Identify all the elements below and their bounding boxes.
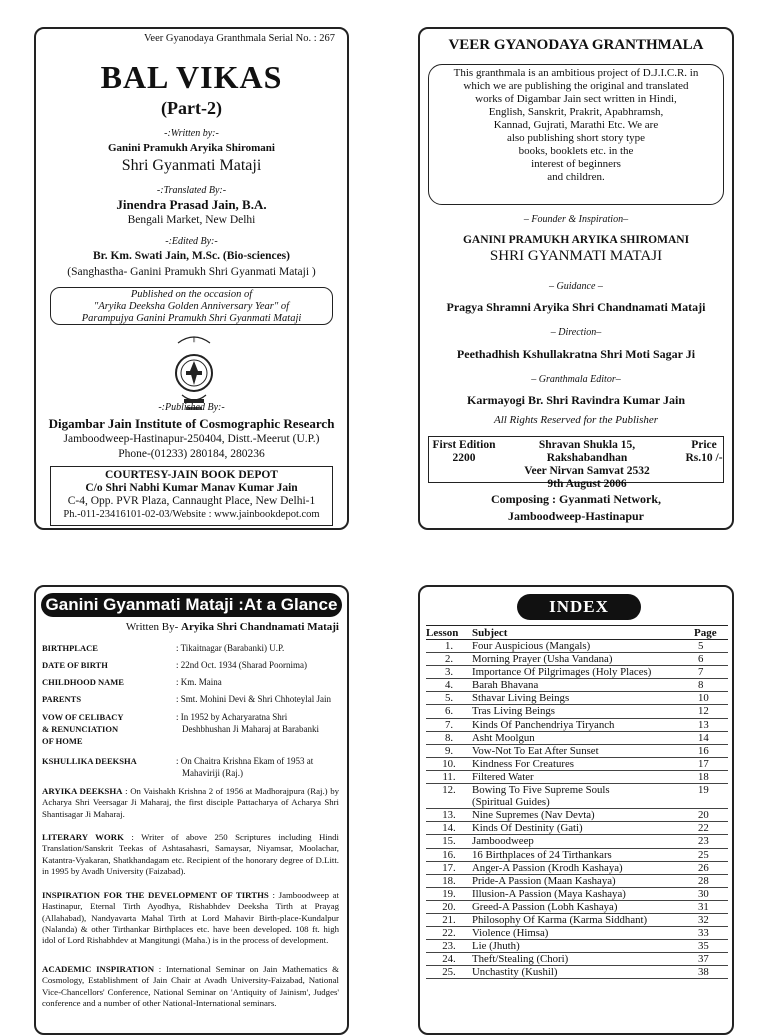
index-subject: [472, 809, 686, 822]
index-page-number: 38: [686, 966, 728, 979]
granthmala-panel: [418, 27, 734, 530]
edition-info: [431, 439, 497, 465]
tirth-text: : Jamboodweep at Hastinapur, Eternal Tirth Ayodhya, Rishabhdev Deeksha Tirth at Prayag (Allahabad), Nandyavarta Mahal Tirth at Lord Mahavir Birth-place-Kundalpur (Nalanda) & other Tirthankar Birthplaces etc. have been developed. 108 ft. high idol of Lord Rishabhdev at Mangitungi (Maha.) is in the process of development.: [42, 890, 339, 946]
rights-notice: All Rights Reserved for the Publisher: [493, 414, 659, 426]
index-row: [426, 835, 728, 848]
index-page-number: 33: [686, 927, 728, 940]
index-page-number: 28: [686, 874, 728, 887]
vow-key-line: VOW OF CELIBACY: [42, 712, 124, 722]
index-row: [426, 887, 728, 900]
index-page-number: 30: [686, 887, 728, 900]
index-page-number: 10: [686, 692, 728, 705]
index-page-number: 26: [686, 861, 728, 874]
composing-line-2: Jamboodweep-Hastinapur: [507, 509, 644, 523]
index-page-number: 35: [686, 940, 728, 953]
index-subject-text: Kinds Of Panchendriya Tiryanch: [472, 718, 615, 731]
index-lesson-number: 19.: [426, 887, 472, 900]
index-subject: [472, 679, 686, 692]
edition-box: [428, 436, 724, 490]
index-lesson-number: 10.: [426, 757, 472, 770]
index-lesson-number: 4.: [426, 679, 472, 692]
editor-label: – Granthmala Editor–: [531, 374, 621, 385]
index-lesson-number: 13.: [426, 809, 472, 822]
index-subject-text: (Spiritual Guides): [472, 796, 550, 809]
index-subject: [472, 666, 686, 679]
edition-price: [679, 439, 729, 465]
index-title: INDEX: [517, 594, 641, 620]
index-subject: [472, 692, 686, 705]
index-page-number: 7: [686, 666, 728, 679]
index-subject-text: Kindness For Creatures: [472, 757, 574, 770]
fact-key: CHILDHOOD NAME: [42, 677, 124, 687]
occasion-line-2: "Aryika Deeksha Golden Anniversary Year" of: [93, 301, 290, 312]
about-line: Kannad, Gujrati, Marathi Etc. We are: [493, 119, 659, 131]
about-line: books, booklets etc. in the: [518, 145, 634, 157]
index-subject: [472, 966, 686, 979]
date-line-3: 9th August 2006: [547, 478, 627, 490]
svg-text:||: ||: [192, 337, 196, 343]
index-subject: [472, 900, 686, 913]
index-page-number: 6: [686, 653, 728, 666]
guidance-label: – Guidance –: [549, 281, 603, 292]
index-page-number: 8: [686, 679, 728, 692]
index-subject-text: Illusion-A Passion (Maya Kashaya): [472, 887, 626, 900]
direction-label: – Direction–: [550, 327, 602, 338]
courtesy-line-2: C/o Shri Nabhi Kumar Manav Kumar Jain: [85, 482, 298, 494]
index-subject-text: Unchastity (Kushil): [472, 966, 558, 979]
tirth-paragraph: [42, 890, 339, 946]
index-row: [426, 784, 728, 809]
fact-key: DATE OF BIRTH: [42, 660, 108, 670]
index-page-number: 12: [686, 705, 728, 718]
granthmala-header: VEER GYANODAYA GRANTHMALA: [448, 37, 704, 53]
index-subject-text: Tras Living Beings: [472, 705, 555, 718]
publisher-name: Digambar Jain Institute of Cosmographic Research: [48, 416, 335, 431]
index-subject-text: Four Auspicious (Mangals): [472, 640, 591, 652]
about-line: This granthmala is an ambitious project of D.J.I.C.R. in: [453, 67, 699, 79]
occasion-line-1: Published on the occasion of: [130, 289, 253, 300]
index-subject: [472, 653, 686, 666]
index-subject: [472, 731, 686, 744]
about-line: interest of beginners: [531, 158, 621, 170]
edition-date: [499, 439, 675, 491]
written-by-label: -:Written by:-: [164, 128, 219, 139]
translator-place: Bengali Market, New Delhi: [127, 214, 256, 226]
index-lesson-number: 24.: [426, 953, 472, 966]
index-page-number: 37: [686, 953, 728, 966]
index-subject-text: Importance Of Pilgrimages (Holy Places): [472, 666, 652, 679]
fact-value: : 22nd Oct. 1934 (Sharad Poornima): [176, 660, 307, 670]
about-line: also publishing short story type: [506, 132, 646, 144]
index-subject: [472, 913, 686, 926]
index-subject-text: Filtered Water: [472, 770, 534, 783]
index-row: [426, 822, 728, 835]
index-page-number: 22: [686, 822, 728, 835]
academic-paragraph: [42, 964, 339, 1009]
vow-key: [42, 711, 172, 747]
index-lesson-number: 7.: [426, 718, 472, 731]
founder-label: – Founder & Inspiration–: [523, 214, 629, 225]
index-row: [426, 900, 728, 913]
edition-label: First Edition: [432, 439, 496, 451]
courtesy-line-3: C-4, Opp. PVR Plaza, Cannaught Place, New Delhi-1: [67, 495, 316, 507]
index-page-number: 31: [686, 900, 728, 913]
about-line: English, Sanskrit, Prakrit, Apabhramsh,: [488, 106, 664, 118]
index-page-number: 17: [686, 757, 728, 770]
index-row: [426, 692, 728, 705]
index-row: [426, 757, 728, 770]
index-subject: [472, 757, 686, 770]
index-subject-text: Asht Moolgun: [472, 731, 535, 744]
index-row: [426, 953, 728, 966]
index-lesson-number: 21.: [426, 913, 472, 926]
index-row: [426, 744, 728, 757]
index-lesson-number: 14.: [426, 822, 472, 835]
index-row: [426, 718, 728, 731]
vow-value-line: : In 1952 by Acharyaratna Shri: [176, 712, 288, 722]
index-subject: [472, 861, 686, 874]
index-lesson-number: 8.: [426, 731, 472, 744]
index-subject-text: Anger-A Passion (Krodh Kashaya): [472, 861, 623, 874]
col-lesson: Lesson: [426, 626, 472, 640]
kshullika-row: [42, 755, 341, 781]
index-lesson-number: 15.: [426, 835, 472, 848]
fact-value: : Tikaitnagar (Barabanki) U.P.: [176, 643, 285, 653]
index-row: [426, 640, 728, 653]
index-row: [426, 874, 728, 887]
index-page-number: 16: [686, 744, 728, 757]
literary-key: LITERARY WORK: [42, 832, 124, 842]
index-row: [426, 927, 728, 940]
index-page-number: 23: [686, 835, 728, 848]
index-subject: [472, 705, 686, 718]
kshullika-key: KSHULLIKA DEEKSHA: [42, 756, 137, 766]
kshullika-value-line: Mahaviriji (Raj.): [182, 768, 243, 778]
index-lesson-number: 3.: [426, 666, 472, 679]
edited-by-label: -:Edited By:-: [165, 236, 218, 247]
index-subject-text: Pride-A Passion (Maan Kashaya): [472, 874, 616, 887]
author-name: Shri Gyanmati Mataji: [121, 157, 262, 174]
index-lesson-number: 5.: [426, 692, 472, 705]
index-subject-text: Bowing To Five Supreme Souls: [472, 784, 610, 797]
glance-panel: [34, 585, 349, 1035]
granthmala-about-box: [428, 64, 724, 205]
index-subject: [472, 784, 686, 809]
guidance-name: Pragya Shramni Aryika Shri Chandnamati Mataji: [446, 300, 706, 314]
index-subject: [472, 640, 686, 653]
direction-name: Peethadhish Kshullakratna Shri Moti Sagar Ji: [456, 347, 696, 361]
granthmala-editor-name: Karmayogi Br. Shri Ravindra Kumar Jain: [466, 393, 686, 407]
index-subject-text: Morning Prayer (Usha Vandana): [472, 653, 613, 666]
date-line-1: Shravan Shukla 15, Rakshabandhan: [538, 439, 636, 464]
founder-title: GANINI PRAMUKH ARYIKA SHIROMANI: [462, 234, 690, 246]
index-body: [426, 640, 728, 979]
vow-value-line: Deshbhushan Ji Maharaj at Barabanki: [182, 724, 319, 734]
index-subject: [472, 770, 686, 783]
fact-value: : Smt. Mohini Devi & Shri Chhoteylal Jain: [176, 694, 331, 704]
fact-key: PARENTS: [42, 694, 82, 704]
aryika-paragraph: [42, 786, 339, 820]
index-row: [426, 809, 728, 822]
date-line-2: Veer Nirvan Samvat 2532: [524, 465, 650, 477]
index-table: [426, 625, 728, 979]
index-subject-text: Philosophy Of Karma (Karma Siddhant): [472, 913, 648, 926]
vow-key-line: & RENUNCIATION: [42, 724, 119, 734]
tirth-key: INSPIRATION FOR THE DEVELOPMENT OF TIRTHS: [42, 890, 269, 900]
written-prefix: Written By-: [125, 621, 179, 633]
kshullika-value-line: : On Chaitra Krishna Ekam of 1953 at: [176, 756, 314, 766]
index-lesson-number: 20.: [426, 900, 472, 913]
fact-key: BIRTHPLACE: [42, 643, 98, 653]
literary-text: : Writer of above 250 Scriptures including Hindi Translation/Sanskrit Teekas of Ashtasahasri, Samaysar, Niyamsar, Moolachar, Katantra-Vyakaran, Shatkhandagam etc. Recipient of the honorary degree of D.Litt. in 1995 by Avadh University (Faizabad).: [42, 832, 340, 876]
editor-name: Br. Km. Swati Jain, M.Sc. (Bio-sciences): [93, 250, 290, 262]
index-subject-text: Greed-A Passion (Lobh Kashaya): [472, 900, 618, 913]
index-lesson-number: 11.: [426, 770, 472, 783]
courtesy-line-1: COURTESY-JAIN BOOK DEPOT: [105, 469, 278, 481]
index-lesson-number: 2.: [426, 653, 472, 666]
book-part: (Part-2): [161, 98, 222, 118]
courtesy-box: [50, 466, 333, 526]
academic-key: ACADEMIC INSPIRATION: [42, 964, 155, 974]
editor-note: (Sanghastha- Ganini Pramukh Shri Gyanmati Mataji ): [67, 266, 316, 278]
index-subject: [472, 953, 686, 966]
publisher-address: Jamboodweep-Hastinapur-250404, Distt.-Meerut (U.P.): [63, 433, 320, 445]
index-subject-text: Sthavar Living Beings: [472, 692, 570, 705]
index-row: [426, 966, 728, 979]
index-subject: [472, 835, 686, 848]
literary-paragraph: [42, 832, 339, 877]
index-subject-text: Barah Bhavana: [472, 679, 539, 692]
academic-text: : International Seminar on Jain Mathematics & Cosmology, Establishment of Jain Chair at Avadh University-Faizabad, National Vice-Chancellors' Conference, National Seminar on 'Antiquity of Jainism', Judges' conference and a number of other National-International seminars.: [42, 964, 339, 1008]
index-subject: [472, 940, 686, 953]
kshullika-value: [176, 755, 341, 779]
translated-by-label: -:Translated By:-: [156, 185, 227, 196]
book-title: BAL VIKAS: [100, 59, 283, 95]
index-subject: [472, 848, 686, 861]
index-page-number: 25: [686, 848, 728, 861]
index-lesson-number: 1.: [426, 640, 472, 653]
index-subject-text: Theft/Stealing (Chori): [472, 953, 569, 966]
index-subject: [472, 822, 686, 835]
index-lesson-number: 22.: [426, 927, 472, 940]
about-line: which we are publishing the original and translated: [463, 80, 689, 92]
occasion-box: [50, 287, 333, 325]
written-name: Aryika Shri Chandnamati Mataji: [181, 621, 339, 633]
founder-name: SHRI GYANMATI MATAJI: [489, 248, 663, 264]
about-line: and children.: [547, 171, 605, 183]
vow-row: [42, 711, 341, 751]
index-subject: [472, 927, 686, 940]
index-subject-text: Violence (Himsa): [472, 927, 549, 940]
composing-line-1: Composing : Gyanmati Network,: [491, 492, 661, 506]
index-row: [426, 731, 728, 744]
index-lesson-number: 18.: [426, 874, 472, 887]
index-page-number: 32: [686, 913, 728, 926]
price-label: Price: [691, 439, 717, 451]
index-row: [426, 666, 728, 679]
col-page: Page: [686, 626, 728, 640]
fact-value: : Km. Maina: [176, 677, 222, 687]
index-page-number: 5: [686, 640, 728, 653]
published-by-label: -:Published By:-: [158, 402, 225, 413]
index-subject: [472, 744, 686, 757]
index-page-number: 19: [686, 784, 728, 809]
index-lesson-number: 25.: [426, 966, 472, 979]
index-subject-text: Nine Supremes (Nav Devta): [472, 809, 595, 822]
index-lesson-number: 12.: [426, 784, 472, 809]
glance-banner: Ganini Gyanmati Mataji :At a Glance: [41, 593, 342, 617]
index-row: [426, 770, 728, 783]
index-row: [426, 861, 728, 874]
serial-number: Veer Gyanodaya Granthmala Serial No. : 267: [144, 33, 335, 44]
index-lesson-number: 17.: [426, 861, 472, 874]
index-row: [426, 653, 728, 666]
about-line: works of Digambar Jain sect written in Hindi,: [475, 93, 677, 105]
index-subject: [472, 887, 686, 900]
index-subject: [472, 874, 686, 887]
index-subject-text: Lie (Jhuth): [472, 940, 520, 953]
index-lesson-number: 23.: [426, 940, 472, 953]
vow-value: [176, 711, 341, 735]
index-page-number: 13: [686, 718, 728, 731]
translator-name: Jinendra Prasad Jain, B.A.: [116, 197, 267, 212]
index-lesson-number: 16.: [426, 848, 472, 861]
publisher-phone: Phone-(01233) 280184, 280236: [118, 448, 265, 460]
index-row: [426, 679, 728, 692]
index-panel: [418, 585, 734, 1035]
courtesy-line-4: Ph.-011-23416101-02-03/Website : www.jainbookdepot.com: [63, 509, 320, 520]
cover-panel: [34, 27, 349, 530]
edition-count: 2200: [452, 452, 476, 464]
index-row: [426, 705, 728, 718]
index-page-number: 20: [686, 809, 728, 822]
price-value: Rs.10 /-: [685, 452, 723, 464]
index-page-number: 18: [686, 770, 728, 783]
index-row: [426, 848, 728, 861]
vow-key-line: OF HOME: [42, 736, 83, 746]
aryika-text: : On Vaishakh Krishna 2 of 1956 at Madhorajpura (Raj.) by Acharya Shri Veersagar Ji Maharaj, the first disciple Pattacharya of Acharya Shri Shantisagar Ji Maharaj.: [42, 786, 339, 819]
index-subject-text: 16 Birthplaces of 24 Tirthankars: [472, 848, 612, 861]
index-lesson-number: 6.: [426, 705, 472, 718]
glance-written-by: [126, 621, 339, 633]
occasion-line-3: Parampujya Ganini Pramukh Shri Gyanmati Mataji: [81, 313, 302, 324]
index-subject-text: Jamboodweep: [472, 835, 534, 848]
index-subject-text: Kinds Of Destinity (Gati): [472, 822, 583, 835]
index-subject: [472, 718, 686, 731]
aryika-key: ARYIKA DEEKSHA: [42, 786, 123, 796]
index-subject-text: Vow-Not To Eat After Sunset: [472, 744, 599, 757]
index-header-row: [426, 626, 728, 640]
index-page-number: 14: [686, 731, 728, 744]
index-row: [426, 913, 728, 926]
index-lesson-number: 9.: [426, 744, 472, 757]
author-title: Ganini Pramukh Aryika Shiromani: [108, 142, 275, 154]
col-subject: Subject: [472, 626, 686, 640]
index-row: [426, 940, 728, 953]
